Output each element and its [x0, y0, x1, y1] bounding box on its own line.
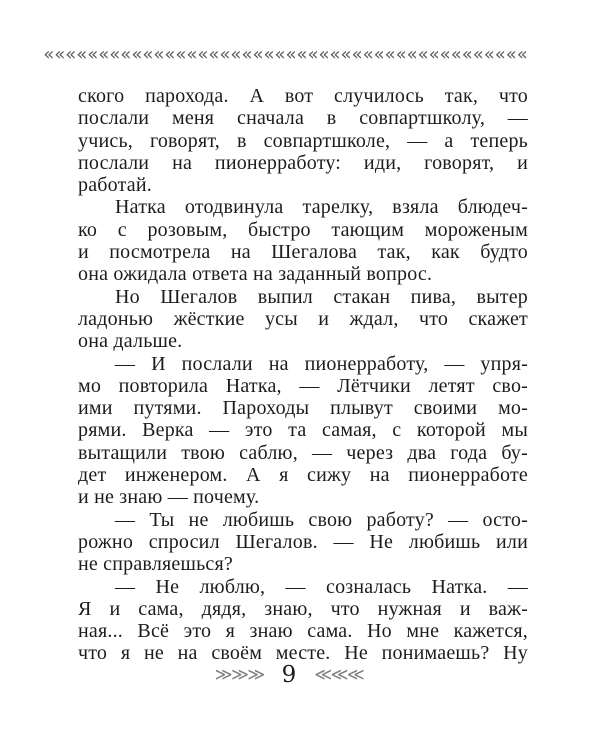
text-line: не справляешься?	[78, 553, 233, 576]
text-line: ко с розовым, быстро тающим мороженым	[78, 218, 528, 241]
page-text-block	[78, 85, 528, 665]
footer-left-arrows-icon: ≪≪≪	[314, 665, 364, 685]
text-line: вытащили твою саблю, — через два года бу-	[78, 441, 528, 464]
text-line: она ожидала ответа на заданный вопрос.	[78, 263, 433, 286]
text-line: рожно спросил Шегалов. — Не любишь или	[78, 530, 528, 553]
text-line: Натка отодвинула тарелку, взяла блюдеч-	[115, 196, 528, 219]
text-line: ского парохода. А вот случилось так, что	[78, 85, 528, 107]
text-line: ная... Всё это я знаю сама. Но мне кажется,	[78, 620, 528, 643]
text-line: работай.	[78, 174, 152, 197]
footer-right-arrows-icon: ≫≫≫	[214, 665, 264, 685]
text-line: и не знаю — почему.	[78, 486, 260, 509]
text-line: послали меня сначала в совпартшколу, —	[78, 107, 528, 130]
text-line: — И послали на пионерработу, — упря-	[115, 352, 528, 375]
text-line: что я не на своём месте. Не понимаешь? Ну	[78, 642, 528, 665]
text-line: мо повторила Натка, — Лётчики летят сво-	[78, 374, 528, 397]
text-line: рями. Верка — это та самая, с которой мы	[78, 419, 528, 442]
text-line: она дальше.	[78, 330, 183, 353]
text-line: и посмотрела на Шегалова так, как будто	[78, 241, 528, 264]
text-line: Но Шегалов выпил стакан пива, вытер	[115, 285, 528, 308]
text-line: дет инженером. А я сижу на пионерработе	[78, 464, 528, 487]
text-line: послали на пионерработу: иди, говорят, и	[78, 151, 528, 174]
text-line: Я и сама, дядя, знаю, что нужная и важ-	[78, 597, 528, 620]
text-line: ими путями. Пароходы плывут своими мо-	[78, 397, 528, 420]
text-line: учись, говорят, в совпартшколе, — а теперь	[78, 129, 528, 152]
page-number: 9	[281, 662, 297, 688]
text-line: ладонью жёсткие усы и ждал, что скажет	[78, 307, 528, 330]
text-line: — Не люблю, — созналась Натка. —	[115, 575, 528, 598]
page-footer	[0, 663, 578, 687]
text-line: — Ты не любишь свою работу? — осто-	[115, 508, 528, 531]
header-chevron-ornament: ««««««««««««««««««««««««««««««««««««««««««««	[43, 44, 528, 65]
